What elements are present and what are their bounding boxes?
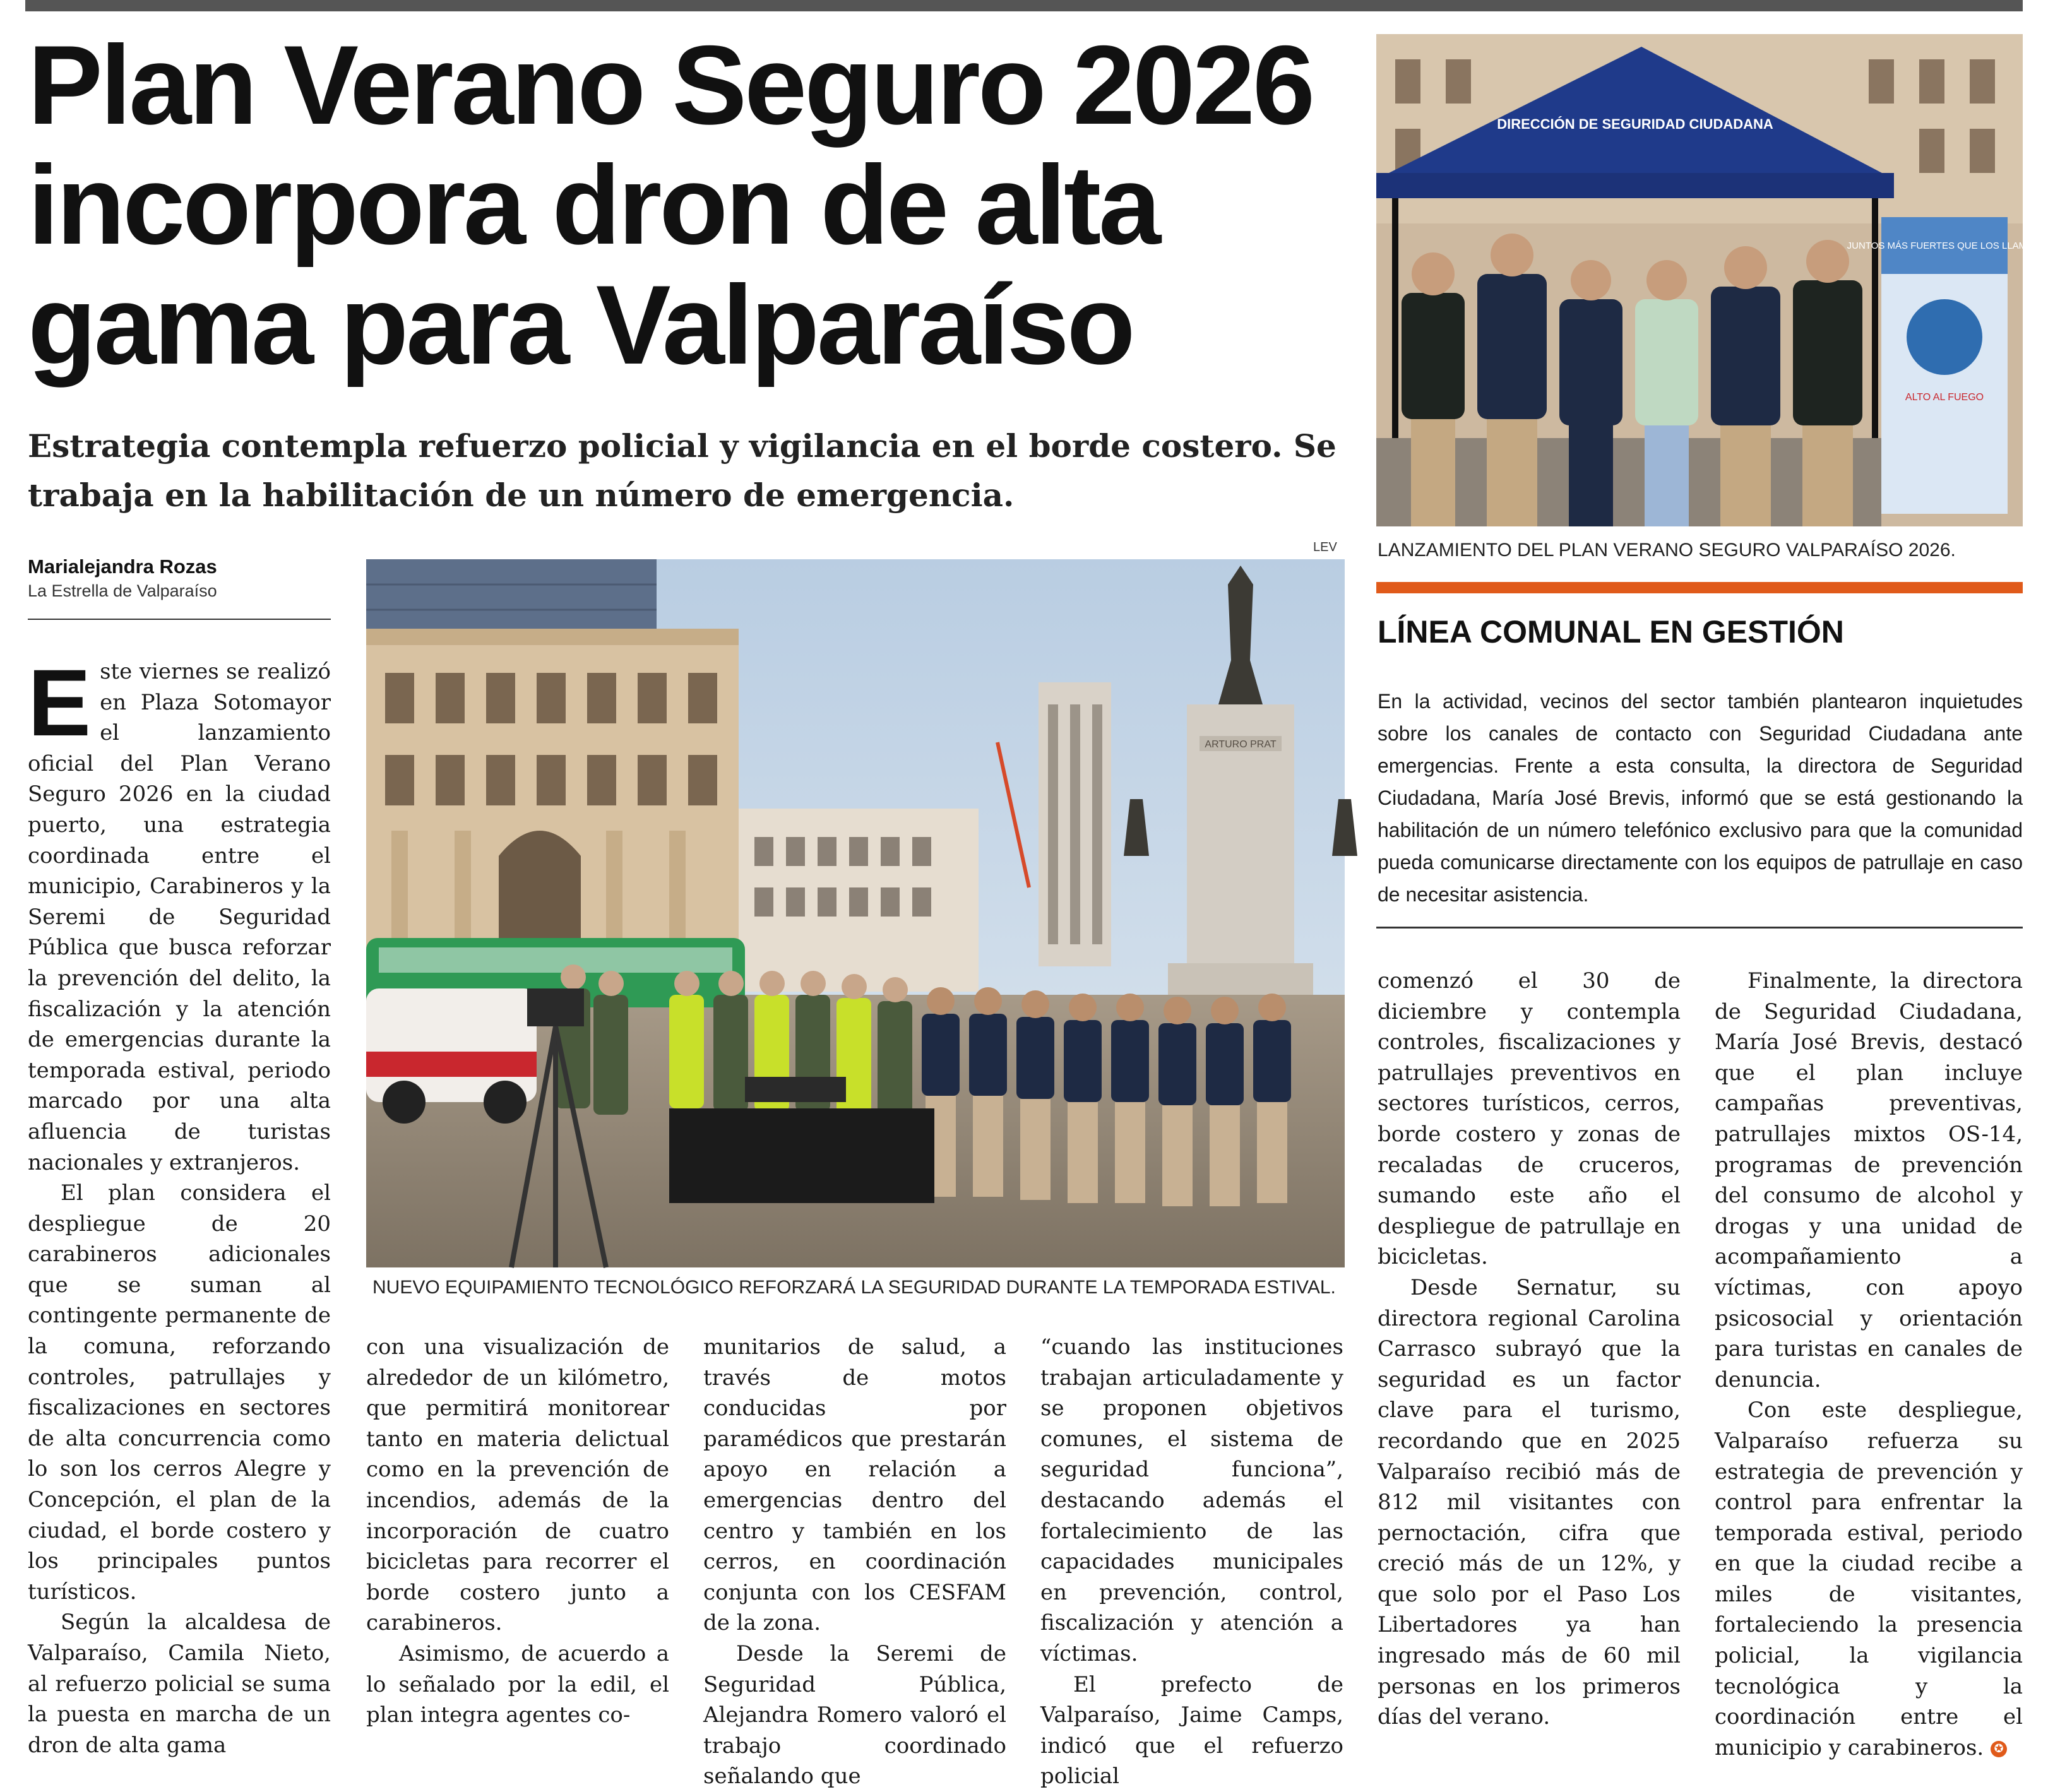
drop-cap: E <box>28 650 92 756</box>
top-rule <box>25 0 2023 11</box>
body-paragraph <box>28 650 331 1178</box>
photo-credit: LEV <box>1313 540 1337 554</box>
body-paragraph: El prefecto de Valparaíso, Jaime Camps, indicó que el refuerzo policial <box>1040 1671 1343 1789</box>
body-column-2 <box>366 1332 669 1748</box>
tent-sign: DIRECCIÓN DE SEGURIDAD CIUDADANA <box>1497 116 1773 132</box>
body-paragraph: Finalmente, la directora de Seguridad Ciudadana, María José Brevis, destacó que el plan incluye campañas preventivas, patrullajes mixtos OS-14, programas de prevención del consumo de alcohol y drogas y una unidad de acompañamiento a víctimas, con apoyo psicosocial y orientación para turistas en canales de denuncia. <box>1715 968 2023 1392</box>
sidebar-title: LÍNEA COMUNAL EN GESTIÓN <box>1378 614 1844 650</box>
byline <box>28 554 337 602</box>
byline-divider <box>28 619 331 620</box>
body-paragraph: Asimismo, de acuerdo a lo señalado por la edil, el plan integra agentes co- <box>366 1641 669 1728</box>
body-column-4 <box>1040 1332 1343 1789</box>
plaza-sotomayor-illustration <box>366 559 1345 1267</box>
side-photo-caption: LANZAMIENTO DEL PLAN VERANO SEGURO VALPARAÍSO 2026. <box>1378 540 1956 561</box>
launch-group-illustration <box>1376 34 2042 526</box>
banner-slogan: JUNTOS MÁS FUERTES QUE LOS LLAMAS! <box>1847 240 2042 251</box>
paragraph-text: ste viernes se realizó en Plaza Sotomayor el lanzamiento oficial del Plan Verano Seguro 2026 en la ciudad puerto, una estrategia coordinada entre el municipio, Carabineros y la Seremi de Seguridad Pública que busca reforzar la prevención del delito, la fiscalización y la atención de emergencias durante la temporada estival, periodo marcado por una alta afluencia de turistas nacionales y extranjeros. <box>28 659 331 1175</box>
author-outlet: La Estrella de Valparaíso <box>28 581 217 600</box>
body-paragraph: con una visualización de alrededor de un kilómetro, que permitirá monitorear tanto en materia delictual como en la prevención de incendios, además de la incorporación de cuatro bicicletas para recorrer el borde costero junto a carabineros. <box>366 1334 669 1636</box>
side-photo <box>1376 34 2042 526</box>
body-paragraph: El plan considera el despliegue de 20 carabineros adicionales que se suman al contingente permanente de la comuna, reforzando controles, patrullajes y fiscalizaciones en sectores de alta concurrencia como lo son los cerros Alegre y Concepción, el plan de la ciudad, el borde costero y los principales puntos turísticos. <box>28 1180 331 1605</box>
body-column-5 <box>1378 966 1681 1748</box>
monument-label: ARTURO PRAT <box>1205 739 1277 750</box>
body-column-6 <box>1715 966 2023 1760</box>
body-paragraph: Desde la Seremi de Seguridad Pública, Alejandra Romero valoró el trabajo coordinado señalando que <box>703 1641 1006 1789</box>
body-column-3 <box>703 1332 1006 1789</box>
sidebar-accent-rule <box>1376 582 2023 593</box>
sidebar-text: En la actividad, vecinos del sector también plantearon inquietudes sobre los canales de contacto con Seguridad Ciudadana ante emergencias. Frente a esta consulta, la directora de Seguridad Ciudadana, María José Brevis, informó que se está gestionando la habilitación de un número telefónico exclusivo para que la comunidad pueda comunicarse directamente con los equipos de patrullaje en caso de necesitar asistencia. <box>1378 690 2023 906</box>
body-paragraph: Según la alcaldesa de Valparaíso, Camila Nieto, al refuerzo policial se suma la puesta en marcha de un dron de alta gama <box>28 1610 331 1758</box>
body-paragraph: Desde Sernatur, su directora regional Carolina Carrasco subrayó que la seguridad es un factor clave para el turismo, recordando que en 2025 Valparaíso recibió más de 812 mil visitantes con pernoctación, cifra que creció más de un 12%, y que solo por el Paso Los Libertadores ya han ingresado más de 60 mil personas en los primeros días del verano. <box>1378 1274 1681 1730</box>
body-paragraph: comenzó el 30 de diciembre y contempla controles, fiscalizaciones y patrullajes preventivos en sectores turísticos, cerros, borde costero y zonas de recaladas de cruceros, sumando este año el despliegue de patrullaje en bicicletas. <box>1378 968 1681 1270</box>
banner-alto: ALTO AL FUEGO <box>1905 392 1984 403</box>
sidebar-divider <box>1376 927 2023 929</box>
paragraph-text: Con este despliegue, Valparaíso refuerza su estrategia de prevención y control para enfrentar la temporada estival, periodo en que la ciudad recibe a miles de visitantes, fortaleciendo la presencia policial, la vigilancia tecnológica y la coordinación entre el municipio y carabineros. <box>1715 1397 2023 1760</box>
author-name: Marialejandra Rozas <box>28 555 217 578</box>
main-photo <box>366 559 1345 1267</box>
body-column-1 <box>28 650 331 1758</box>
main-photo-caption: NUEVO EQUIPAMIENTO TECNOLÓGICO REFORZARÁ LA SEGURIDAD DURANTE LA TEMPORADA ESTIVAL. <box>372 1277 1336 1298</box>
subhead: Estrategia contempla refuerzo policial y vigilancia en el borde costero. Se trabaja en la habilitación de un número de emergencia. <box>28 427 1337 514</box>
body-paragraph <box>1715 1395 2023 1763</box>
body-paragraph: munitarios de salud, a través de motos conducidas por paramédicos que prestarán apoyo en relación a emergencias dentro del centro y también en los cerros, en coordinación conjunta con los CESFAM de la zona. <box>703 1334 1006 1636</box>
star-circle-icon: ✪ <box>1991 1741 2007 1757</box>
body-paragraph: “cuando las instituciones trabajan articuladamente y se proponen objetivos comunes, el sistema de seguridad funciona”, destacando además el fortalecimiento de las capacidades municipales en prevención, control, fiscalización y atención a víctimas. <box>1040 1334 1343 1666</box>
headline: Plan Verano Seguro 2026 incorpora dron de alta gama para Valparaíso <box>28 22 1313 388</box>
